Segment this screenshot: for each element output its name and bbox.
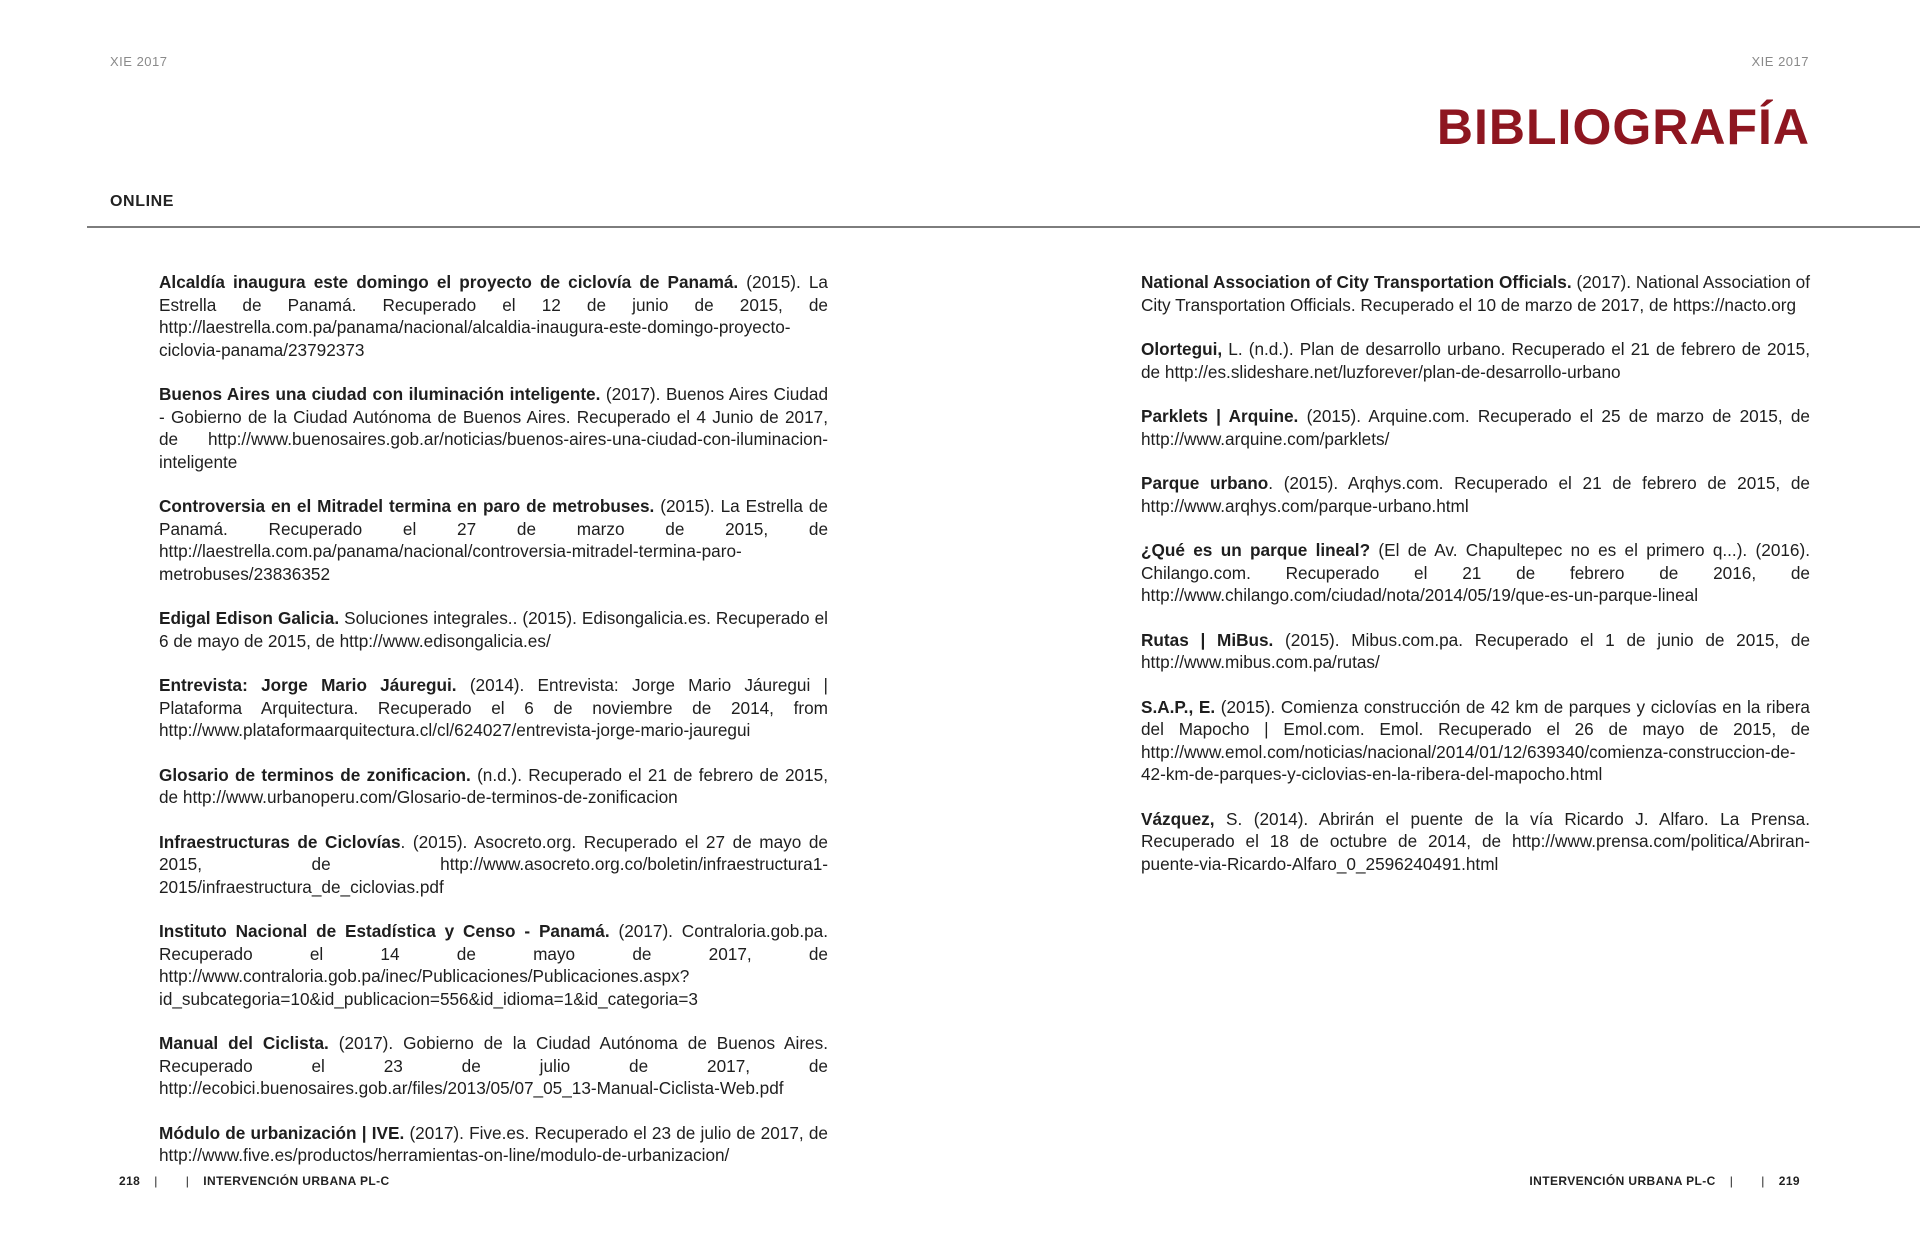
bibliography-entry [159, 831, 828, 899]
entry-title: Módulo de urbanización | IVE. [159, 1122, 405, 1143]
entry-title: Olortegui, [1141, 339, 1223, 359]
section-heading: ONLINE [110, 193, 175, 210]
footer-publication-label: INTERVENCIÓN URBANA PL-C [203, 1174, 390, 1188]
footer-separator: | [154, 1174, 158, 1188]
page-number-left: 218 [119, 1174, 141, 1188]
entry-title: Parklets | Arquine. [1141, 406, 1299, 426]
footer-left [119, 1174, 390, 1188]
bibliography-entry [159, 920, 828, 1010]
entry-citation: (2015). La Estrella de Panamá. Recuperado el 27 de marzo de 2015, de http://laestrella.com.pa/panama/nacional/controversia-mitradel-termina-paro-metrobuses/23836352 [159, 496, 828, 584]
bibliography-entry [159, 674, 828, 742]
bibliography-entry [1141, 405, 1810, 450]
footer-separator: | [185, 1174, 190, 1188]
entry-citation: (2017). Buenos Aires Ciudad - Gobierno de la Ciudad Autónoma de Buenos Aires. Recuperado el 4 Junio de 2017, de http://www.buenosaires.gob.ar/noticias/buenos-aires-una-ciudad-con-iluminacion-inteligente [159, 384, 828, 472]
entry-title: Infraestructuras de Ciclovías [159, 831, 401, 852]
entry-citation: (2017). National Association of City Transportation Officials. Recuperado el 10 de marzo de 2017, de https://nacto.org [1141, 272, 1810, 315]
bibliography-entry [159, 1122, 828, 1167]
entry-citation: . (2015). Asocreto.org. Recuperado el 27 de mayo de 2015, de http://www.asocreto.org.co/boletin/infraestructura1-2015/infraestructura_de_ciclovias.pdf [159, 831, 828, 897]
page-number-right: 219 [1778, 1174, 1800, 1188]
entry-citation: (2017). Five.es. Recuperado el 23 de julio de 2017, de http://www.five.es/productos/herramientas-on-line/modulo-de-urbanizacion/ [159, 1122, 828, 1165]
bibliography-entry [1141, 696, 1810, 786]
entry-citation: (2015). La Estrella de Panamá. Recuperado el 12 de junio de 2015, de http://laestrella.com.pa/panama/nacional/alcaldia-inaugura-este-domingo-proyecto-ciclovia-panama/23792373 [159, 272, 828, 360]
footer-right [1529, 1174, 1800, 1188]
entry-title: Rutas | MiBus. [1141, 629, 1274, 650]
entry-title: Edigal Edison Galicia. [159, 608, 340, 628]
section-divider [87, 226, 1920, 228]
entry-citation: S. (2014). Abrirán el puente de la vía Ricardo J. Alfaro. La Prensa. Recuperado el 18 de octubre de 2014, de http://www.prensa.com/politica/Abriran-puente-via-Ricardo-Alfaro_0_2596240491.html [1141, 808, 1810, 874]
entry-citation: L. (n.d.). Plan de desarrollo urbano. Recuperado el 21 de febrero de 2015, de http://es.slideshare.net/luzforever/plan-de-desarrollo-urbano [1141, 339, 1810, 382]
footer-separator: | [1729, 1174, 1734, 1188]
entry-title: Controversia en el Mitradel termina en paro de metrobuses. [159, 496, 655, 516]
entry-citation: (2014). Entrevista: Jorge Mario Jáuregui | Plataforma Arquitectura. Recuperado el 6 de noviembre de 2014, from http://www.plataformaarquitectura.cl/cl/624027/entrevista-jorge-mario-jauregui [159, 675, 829, 740]
bibliography-entry [159, 383, 828, 473]
bibliography-column-left [159, 271, 828, 1189]
entry-citation: (El de Av. Chapultepec no es el primero q...). (2016). Chilango.com. Recuperado el 21 de febrero de 2016, de http://www.chilango.com/ciudad/nota/2014/05/19/que-es-un-parque-lineal [1141, 540, 1810, 605]
bibliography-entry [159, 271, 828, 361]
bibliography-entry [1141, 271, 1810, 316]
entry-title: Manual del Ciclista. [159, 1033, 329, 1053]
bibliography-entry [159, 1032, 828, 1100]
page-title: BIBLIOGRAFÍA [1436, 99, 1810, 155]
entry-title: Buenos Aires una ciudad con iluminación inteligente. [159, 384, 601, 404]
bibliography-entry [159, 764, 828, 809]
entry-citation: . (2015). Arqhys.com. Recuperado el 21 de febrero de 2015, de http://www.arqhys.com/parque-urbano.html [1141, 473, 1810, 516]
entry-title: Instituto Nacional de Estadística y Censo - Panamá. [159, 921, 610, 941]
entry-title: ¿Qué es un parque lineal? [1141, 540, 1371, 560]
bibliography-entry [1141, 808, 1810, 876]
bibliography-entry [159, 607, 828, 652]
entry-citation: (2015). Mibus.com.pa. Recuperado el 1 de junio de 2015, de http://www.mibus.com.pa/rutas/ [1141, 629, 1810, 672]
entry-citation: (2015). Arquine.com. Recuperado el 25 de marzo de 2015, de http://www.arquine.com/parklets/ [1141, 406, 1810, 449]
entry-citation: (n.d.). Recuperado el 21 de febrero de 2015, de http://www.urbanoperu.com/Glosario-de-terminos-de-zonificacion [159, 764, 828, 807]
entry-title: Glosario de terminos de zonificacion. [159, 764, 471, 785]
bibliography-entry [1141, 338, 1810, 383]
corner-label-right: XIE 2017 [1751, 54, 1809, 69]
bibliography-entry [1141, 472, 1810, 517]
entry-title: Parque urbano [1141, 473, 1269, 493]
entry-title: National Association of City Transportation Officials. [1141, 272, 1572, 292]
bibliography-entry [1141, 629, 1810, 674]
entry-citation: (2017). Contraloria.gob.pa. Recuperado el 14 de mayo de 2017, de http://www.contraloria.gob.pa/inec/Publicaciones/Publicaciones.aspx?id_subcategoria=10&id_publicacion=556&id_idioma=1&id_categoria=3 [159, 921, 828, 1009]
bibliography-column-right [1141, 271, 1810, 897]
entry-citation: (2015). Comienza construcción de 42 km de parques y ciclovías en la ribera del Mapocho | Emol.com. Emol. Recuperado el 26 de mayo de 2015, de http://www.emol.com/noticias/nacional/2014/01/12/639340/comienza-construccion-de-42-km-de-parques-y-ciclovias-en-la-ribera-del-mapocho.html [1141, 696, 1810, 784]
entry-title: Entrevista: Jorge Mario Jáuregui. [159, 675, 457, 695]
bibliography-entry [1141, 539, 1810, 607]
entry-title: S.A.P., E. [1141, 696, 1216, 717]
corner-label-left: XIE 2017 [110, 54, 168, 69]
footer-separator: | [1761, 1174, 1765, 1188]
footer-publication-label: INTERVENCIÓN URBANA PL-C [1529, 1174, 1716, 1188]
entry-citation: (2017). Gobierno de la Ciudad Autónoma de Buenos Aires. Recuperado el 23 de julio de 2017, de http://ecobici.buenosaires.gob.ar/files/2013/05/07_05_13-Manual-Ciclista-Web.pdf [159, 1033, 828, 1098]
entry-title: Vázquez, [1141, 808, 1215, 829]
entry-title: Alcaldía inaugura este domingo el proyecto de ciclovía de Panamá. [159, 272, 739, 292]
bibliography-entry [159, 495, 828, 585]
entry-citation: Soluciones integrales.. (2015). Edisongalicia.es. Recuperado el 6 de mayo de 2015, de http://www.edisongalicia.es/ [159, 608, 828, 651]
